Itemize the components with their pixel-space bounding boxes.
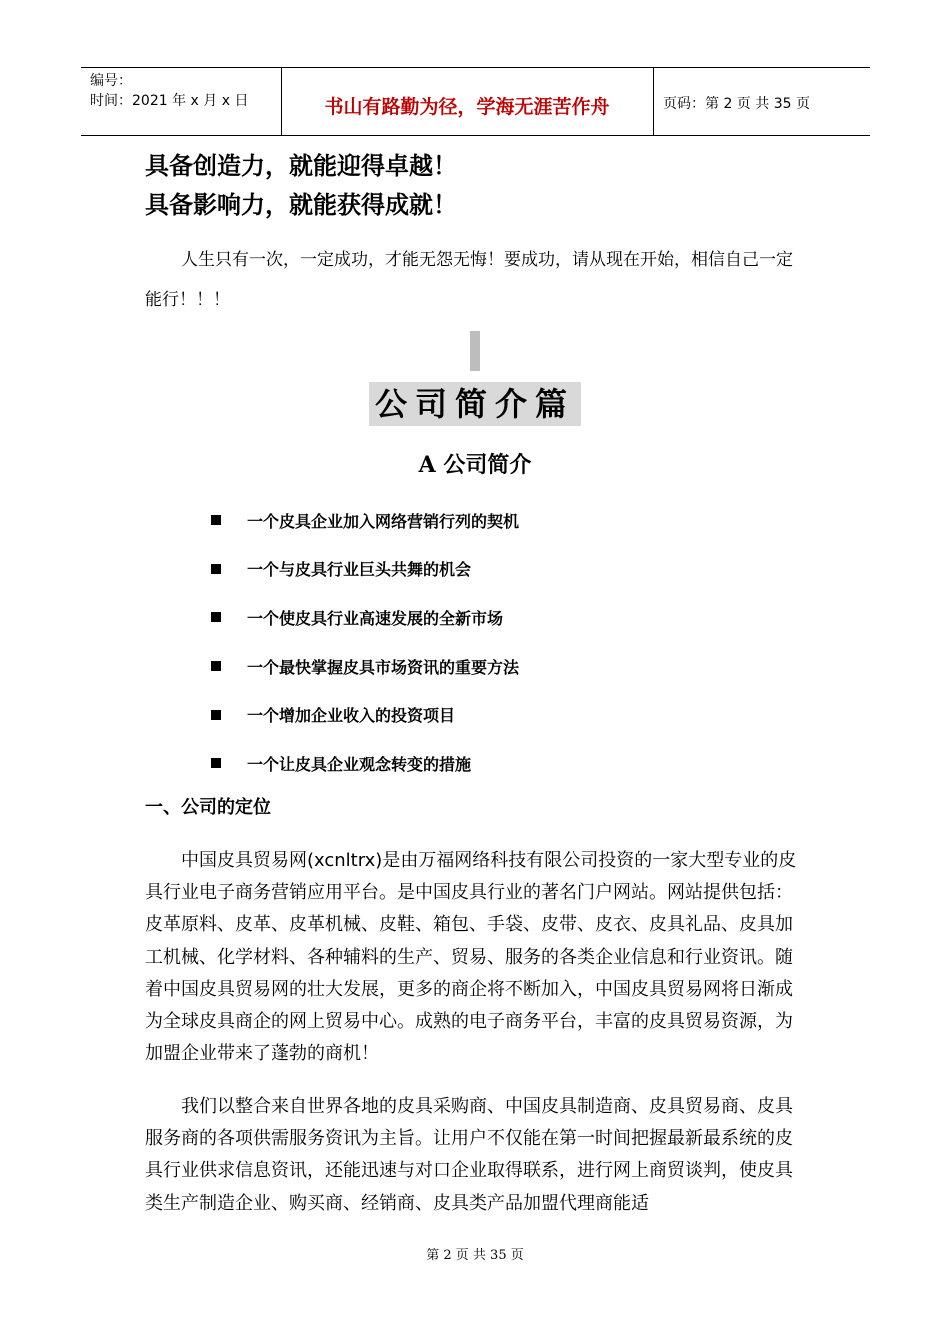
section-marker	[470, 331, 480, 371]
header-number-label: 编号：	[90, 73, 132, 89]
positioning-paragraph-1: 中国皮具贸易网(xcnltrx)是由万福网络科技有限公司投资的一家大型专业的皮具行业电子商务营销应用平台。是中国皮具行业的著名门户网站。网站提供包括：皮革原料、皮革、皮革机械、皮鞋、箱包、手袋、皮带、皮衣、皮具礼品、皮具加工机械、化学材料、各种辅料的生产、贸易、服务的各类企业信息和行业资讯。随着中国皮具贸易网的壮大发展，更多的商企将不断加入，中国皮具贸易网将日渐成为全球皮具商企的网上贸易中心。成熟的电子商务平台，丰富的皮具贸易资源，为加盟企业带来了蓬勃的商机！	[145, 850, 797, 1065]
header-divider-right	[653, 67, 654, 136]
list-item-text: 一个与皮具行业巨头共舞的机会	[247, 560, 472, 580]
intro-line-1: 具备创造力，就能迎得卓越！	[145, 151, 457, 180]
bullet-square-icon	[211, 661, 221, 671]
positioning-paragraph-2: 我们以整合来自世界各地的皮具采购商、中国皮具制造商、皮具贸易商、皮具服务商的各项供需服务资讯为主旨。让用户不仅能在第一时间把握最新最系统的皮具行业供求信息资讯，还能迅速与对口企业取得联系，进行网上商贸谈判，使皮具类生产制造企业、购买商、经销商、皮具类产品加盟代理商能适	[145, 1096, 793, 1214]
list-item-text: 一个最快掌握皮具市场资讯的重要方法	[247, 657, 520, 677]
list-item-text: 一个增加企业收入的投资项目	[247, 706, 456, 726]
header-bottom-rule	[81, 135, 870, 136]
list-item-text: 一个使皮具行业高速发展的全新市场	[247, 608, 504, 628]
header-motto: 书山有路勤为径，学海无涯苦作舟	[324, 96, 610, 118]
bullet-square-icon	[211, 515, 221, 525]
list-item	[211, 690, 519, 739]
list-item	[211, 593, 519, 642]
feature-list	[211, 496, 519, 788]
bullet-square-icon	[211, 612, 221, 622]
intro-paragraph: 人生只有一次，一定成功，才能无怨无悔！要成功，请从现在开始，相信自己一定能行！！！	[145, 250, 793, 310]
list-item	[211, 642, 519, 691]
list-item-text: 一个皮具企业加入网络营销行列的契机	[247, 511, 520, 531]
page-footer: 第 2 页 共 35 页	[426, 1248, 524, 1263]
section-title: 公司简介篇	[369, 382, 581, 426]
list-item	[211, 545, 519, 594]
list-item-text: 一个让皮具企业观念转变的措施	[247, 754, 472, 774]
bullet-square-icon	[211, 564, 221, 574]
header-top-rule	[81, 67, 870, 68]
header-page-info: 页码：第 2 页 共 35 页	[663, 96, 810, 112]
bullet-square-icon	[211, 758, 221, 768]
bullet-square-icon	[211, 710, 221, 720]
header-meta	[90, 71, 248, 111]
positioning-heading: 一、公司的定位	[145, 797, 271, 818]
intro-line-2: 具备影响力，就能获得成就！	[145, 190, 457, 219]
header-time-label: 时间：2021 年 x 月 x 日	[90, 93, 249, 109]
list-item	[211, 739, 519, 788]
list-item	[211, 496, 519, 545]
section-subtitle: A 公司简介	[418, 452, 532, 478]
